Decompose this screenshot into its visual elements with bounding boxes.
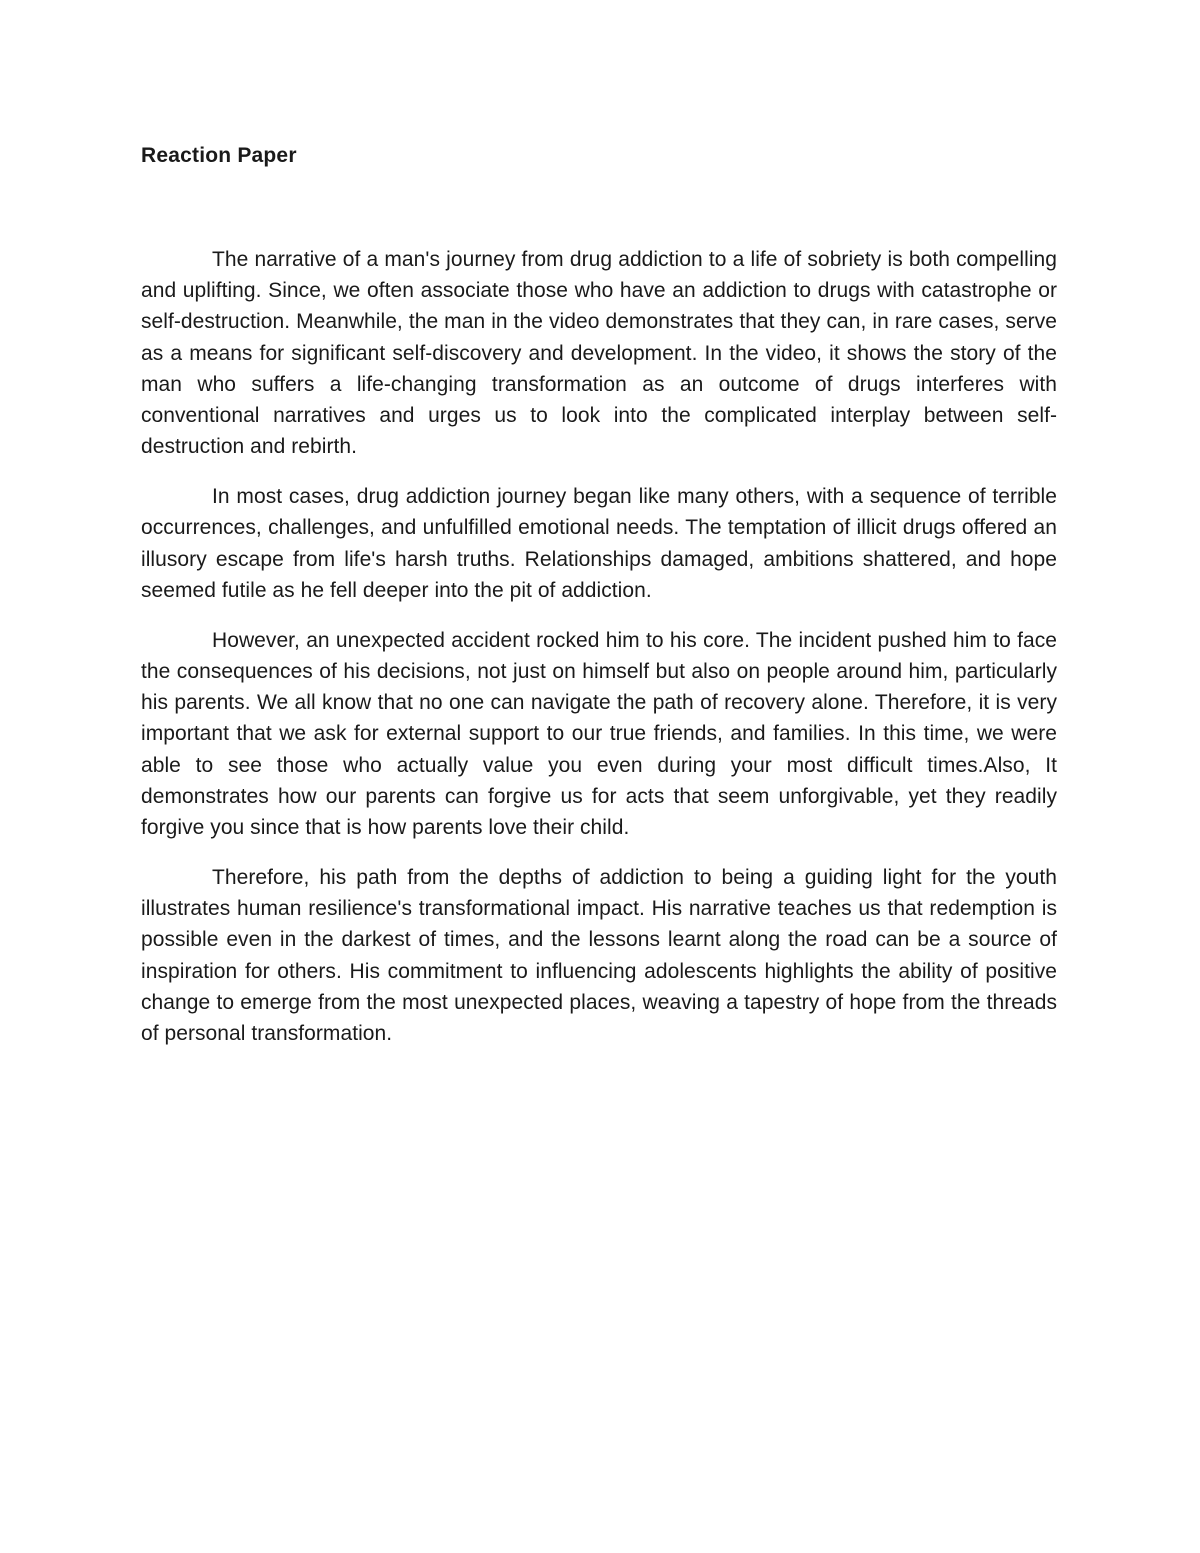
document-title: Reaction Paper [141,144,297,167]
document-body [141,244,1057,1049]
paragraph-1: The narrative of a man's journey from drug addiction to a life of sobriety is both compelling and uplifting. Since, we often associate those who have an addiction to drugs with catastrophe or self-destruction. Meanwhile, the man in the video demonstrates that they can, in rare cases, serve as a means for significant self-discovery and development. In the video, it shows the story of the man who suffers a life-changing transformation as an outcome of drugs interferes with conventional narratives and urges us to look into the complicated interplay between self-destruction and rebirth. [141,248,1057,459]
paragraph-3: However, an unexpected accident rocked him to his core. The incident pushed him to face the consequences of his decisions, not just on himself but also on people around him, particularly his parents. We all know that no one can navigate the path of recovery alone. Therefore, it is very important that we ask for external support to our true friends, and families. In this time, we were able to see those who actually value you even during your most difficult times.Also, It demonstrates how our parents can forgive us for acts that seem unforgivable, yet they readily forgive you since that is how parents love their child. [141,628,1057,840]
document-content [141,138,1057,1068]
paragraph-4: Therefore, his path from the depths of addiction to being a guiding light for the youth illustrates human resilience's transformational impact. His narrative teaches us that redemption is possible even in the darkest of times, and the lessons learnt along the road can be a source of inspiration for others. His commitment to influencing adolescents highlights the ability of positive change to emerge from the most unexpected places, weaving a tapestry of hope from the threads of personal transformation. [141,866,1057,1046]
paragraph-2: In most cases, drug addiction journey began like many others, with a sequence of terrible occurrences, challenges, and unfulfilled emotional needs. The temptation of illicit drugs offered an illusory escape from life's harsh truths. Relationships damaged, ambitions shattered, and hope seemed futile as he fell deeper into the pit of addiction. [141,485,1057,602]
